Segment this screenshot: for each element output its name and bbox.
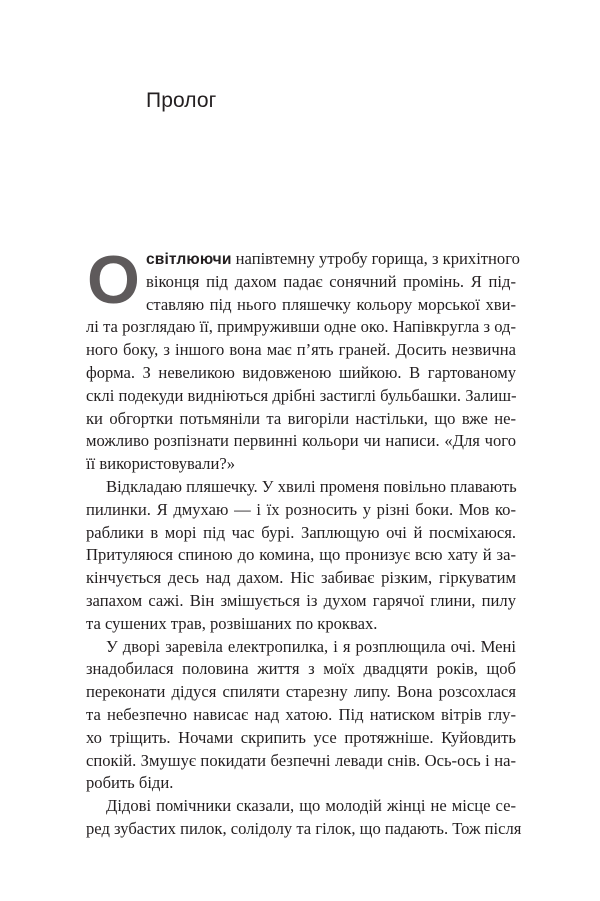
text-line: ред зубастих пилок, солідолу та гілок, що падають. Тож після <box>86 818 522 838</box>
lead-in-word: світлюючи <box>146 251 232 268</box>
paragraph <box>86 476 516 636</box>
text-line: раблики в морі під час бурі. Заплющую очі й посміхаюся. <box>86 522 516 542</box>
text-line: склі подекуди видніються дрібні застиглі бульбашки. Залиш- <box>86 385 517 405</box>
paragraph <box>86 795 522 841</box>
text-line: та сушених трав, розвішаних по кроквах. <box>86 613 378 633</box>
text-line: віконця під дахом падає сонячний промінь. Я під- <box>146 271 516 291</box>
text-line: Притуляюся спиною до комина, що пронизує всю хату й за- <box>86 545 516 565</box>
chapter-title: Пролог <box>146 89 217 112</box>
text-line: робить біди. <box>86 773 174 793</box>
paragraph <box>86 636 516 796</box>
text-line: хо тріщить. Ночами скрипить усе протяжніше. Куйовдить <box>86 727 516 747</box>
text-line: та небезпечно нависає над хатою. Під натиском вітрів глу- <box>86 704 516 724</box>
text-line: лі та розглядаю її, примруживши одне око. Напівкругла з од- <box>86 317 516 337</box>
text-line: знадобилася половина життя з моїх двадцяти років, щоб <box>86 659 516 679</box>
text-line: ставляю під нього пляшечку кольору морської хви- <box>146 294 516 314</box>
text-line: її використовували?» <box>86 454 235 474</box>
text-line: можливо розпізнати первинні кольори чи написи. «Для чого <box>86 431 516 451</box>
chapter-body <box>86 242 522 841</box>
line-text: напівтемну утробу горища, з крихітного <box>231 249 520 268</box>
text-line: ки обгортки потьмяніли та вигоріли настільки, що вже не- <box>86 408 516 428</box>
text-line: спокій. Змушує покидати безпечні левади снів. Ось-ось і на- <box>86 750 516 770</box>
paragraph <box>86 242 520 476</box>
text-line <box>86 248 520 271</box>
text-line: кінчується десь над дахом. Ніс забиває різким, гіркуватим <box>86 568 516 588</box>
text-line: ного боку, з іншого вона має п’ять граней. Досить незвична <box>86 340 516 360</box>
text-line: форма. З невеликою видовженою шийкою. В гартованому <box>86 362 516 382</box>
drop-cap: О <box>87 242 140 318</box>
text-line: Відкладаю пляшечку. У хвилі променя повільно плавають <box>106 476 517 496</box>
text-line: запахом сажі. Він змішується із духом гарячої глини, пилу <box>86 590 516 610</box>
text-line: У дворі заревіла електропилка, і я розплющила очі. Мені <box>106 636 516 656</box>
text-line: пилинки. Я дмухаю — і їх розносить у різні боки. Мов ко- <box>86 499 516 519</box>
text-line: переконати дідуся спиляти старезну липу. Вона розсохлася <box>86 682 516 702</box>
text-line: Дідові помічники сказали, що молодій жінці не місце се- <box>106 796 516 816</box>
